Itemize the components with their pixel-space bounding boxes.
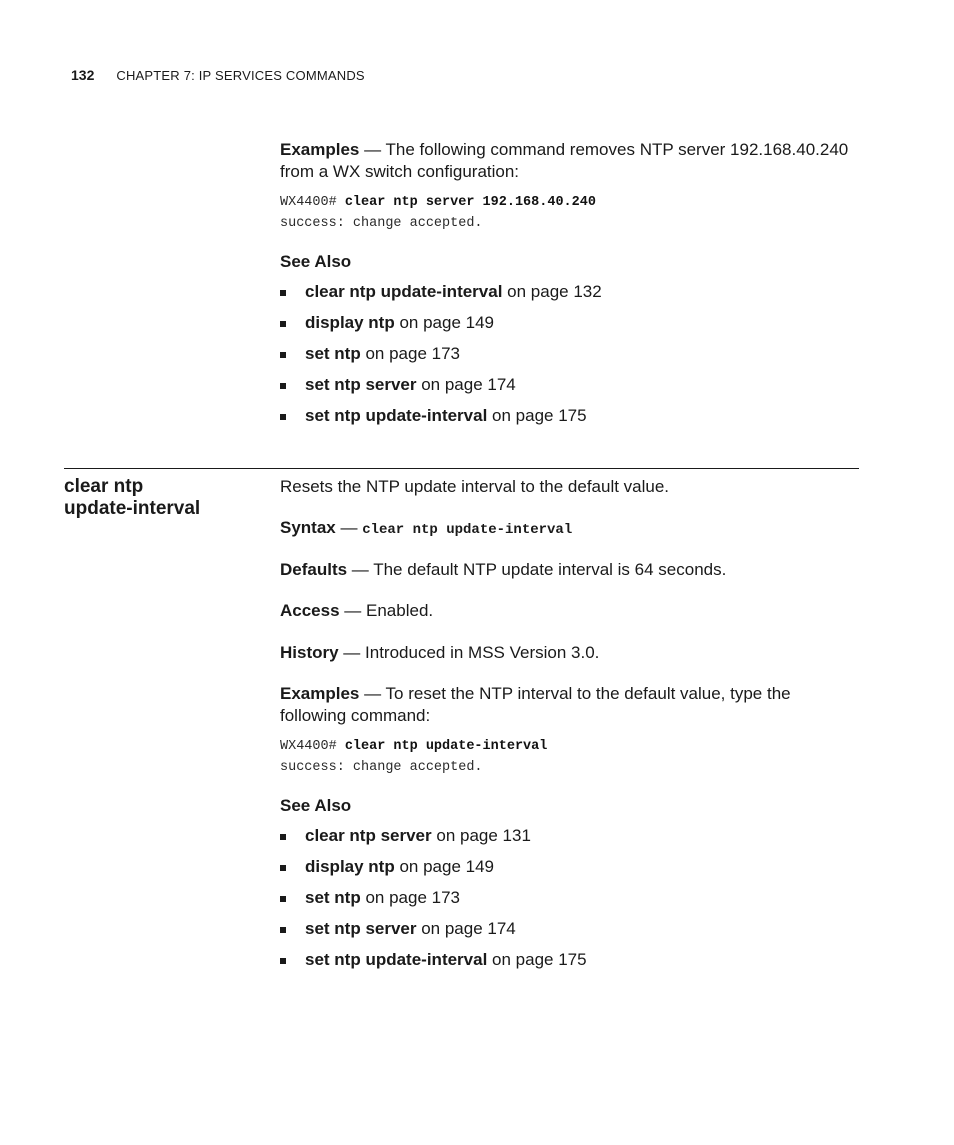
code-block — [280, 736, 860, 778]
see-also-heading: See Also — [280, 796, 352, 815]
code-line: WX4400# clear ntp update-interval — [280, 739, 548, 754]
examples-label: Examples — [280, 684, 360, 703]
section-divider — [64, 468, 859, 469]
see-also-item[interactable]: set ntp server on page 174 — [280, 374, 860, 405]
section-description: Resets the NTP update interval to the default value. — [280, 477, 670, 496]
defaults-label: Defaults — [280, 560, 348, 579]
bullet-icon — [280, 352, 286, 358]
see-also-item[interactable]: set ntp on page 173 — [280, 887, 860, 918]
see-also-item[interactable]: display ntp on page 149 — [280, 856, 860, 887]
examples-text: — The following command removes NTP server 192.168.40.240 from a WX switch configuration: — [280, 140, 849, 181]
see-also-item[interactable]: clear ntp server on page 131 — [280, 825, 860, 856]
code-line: success: change accepted. — [280, 216, 483, 231]
see-also-item[interactable]: set ntp on page 173 — [280, 343, 860, 374]
bullet-icon — [280, 290, 286, 296]
bullet-icon — [280, 958, 286, 964]
chapter-title: CHAPTER 7: IP SERVICES COMMANDS — [116, 68, 365, 83]
code-line: success: change accepted. — [280, 760, 483, 775]
bullet-icon — [280, 383, 286, 389]
history-label: History — [280, 643, 339, 662]
see-also-heading: See Also — [280, 252, 352, 271]
prev-see-also — [280, 252, 860, 436]
examples-label: Examples — [280, 140, 360, 159]
prev-code-block — [280, 192, 860, 234]
see-also-item[interactable]: display ntp on page 149 — [280, 312, 860, 343]
bullet-icon — [280, 896, 286, 902]
access-line: Access — Enabled. — [280, 601, 434, 620]
access-label: Access — [280, 601, 340, 620]
section-title: clear ntp update-interval — [64, 476, 201, 519]
examples-line: Examples — To reset the NTP interval to the default value, type the following command: — [280, 684, 791, 725]
see-also — [280, 796, 860, 980]
code-line: WX4400# clear ntp server 192.168.40.240 — [280, 195, 596, 210]
history-line: History — Introduced in MSS Version 3.0. — [280, 643, 600, 662]
bullet-icon — [280, 321, 286, 327]
bullet-icon — [280, 414, 286, 420]
see-also-item[interactable]: set ntp update-interval on page 175 — [280, 405, 860, 436]
page-header — [71, 67, 365, 83]
see-also-item[interactable]: clear ntp update-interval on page 132 — [280, 281, 860, 312]
bullet-icon — [280, 834, 286, 840]
page-number: 132 — [71, 67, 95, 83]
syntax-command: clear ntp update-interval — [362, 522, 573, 538]
see-also-item[interactable]: set ntp update-interval on page 175 — [280, 949, 860, 980]
bullet-icon — [280, 865, 286, 871]
see-also-item[interactable]: set ntp server on page 174 — [280, 918, 860, 949]
syntax-line: Syntax — clear ntp update-interval — [280, 518, 573, 538]
bullet-icon — [280, 927, 286, 933]
syntax-label: Syntax — [280, 518, 336, 537]
prev-examples — [280, 139, 860, 183]
defaults-line: Defaults — The default NTP update interval is 64 seconds. — [280, 560, 727, 579]
